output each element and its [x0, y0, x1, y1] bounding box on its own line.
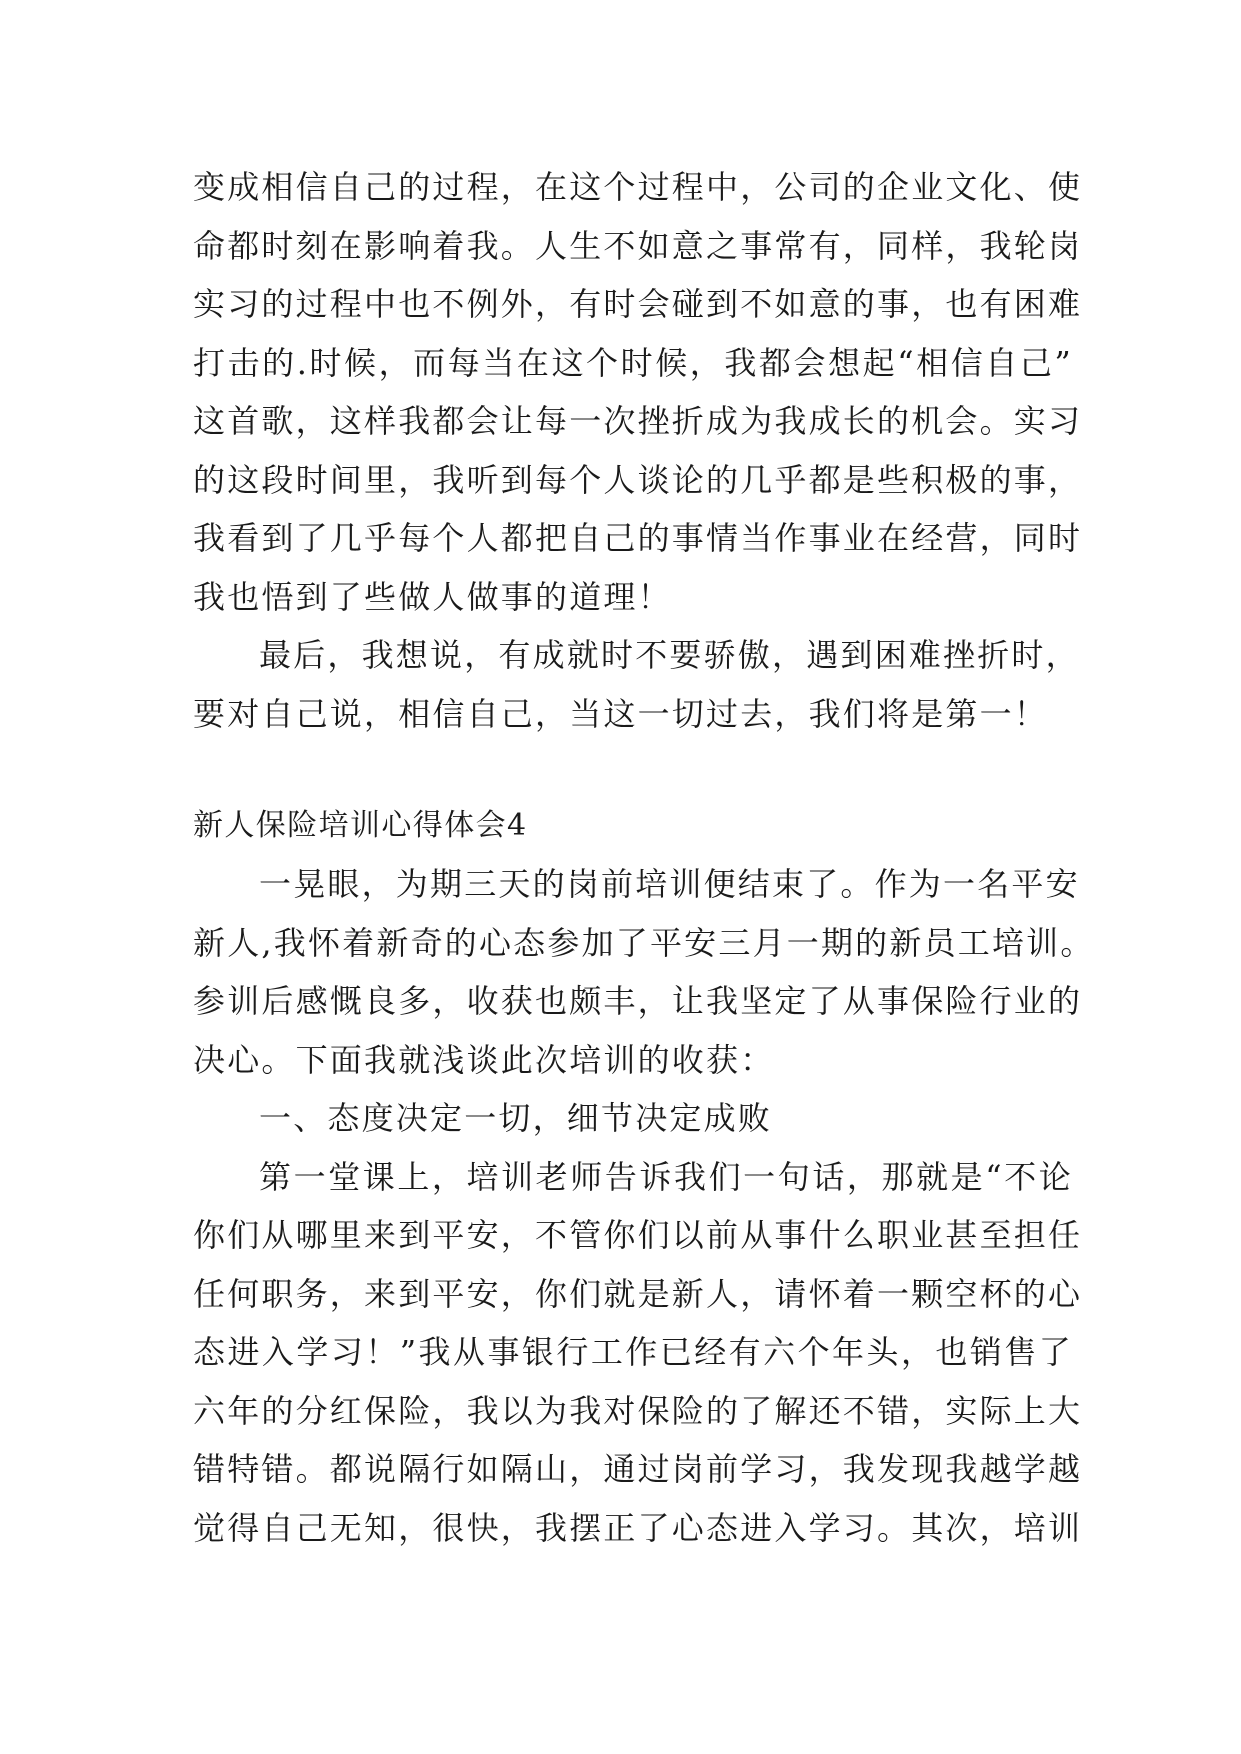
subheading: 一、态度决定一切，细节决定成败: [259, 1099, 773, 1137]
text-line: 决心。下面我就浅谈此次培训的收获：: [193, 1040, 775, 1079]
paragraph-4: [193, 1148, 1083, 1558]
text-line: 错特错。都说隔行如隔山，通过岗前学习，我发现我越学越: [193, 1450, 1083, 1488]
text-line: 要对自己说，相信自己，当这一切过去，我们将是第一！: [193, 694, 1049, 733]
text-line: 第一堂课上，培训老师告诉我们一句话，那就是“不论: [259, 1157, 1073, 1196]
text-line: 新人,我怀着新奇的心态参加了平安三月一期的新员工培训。: [193, 923, 1095, 962]
document-page: [193, 158, 1095, 1557]
text-line: 实习的过程中也不例外，有时会碰到不如意的事，也有困难: [193, 285, 1083, 323]
text-line: 的这段时间里，我听到每个人谈论的几乎都是些积极的事，: [193, 460, 1083, 499]
paragraph-2: [193, 626, 1080, 743]
text-line: 一晃眼，为期三天的岗前培训便结束了。作为一名平安: [259, 865, 1080, 903]
text-line: 我看到了几乎每个人都把自己的事情当作事业在经营，同时: [193, 519, 1083, 557]
paragraph-3: [193, 855, 1095, 1089]
text-line: 命都时刻在影响着我。人生不如意之事常有，同样，我轮岗: [193, 226, 1083, 265]
text-line: 这首歌，这样我都会让每一次挫折成为我成长的机会。实习: [193, 402, 1083, 440]
text-line: 态进入学习！”我从事银行工作已经有六个年头，也销售了: [193, 1333, 1073, 1371]
text-line: 变成相信自己的过程，在这个过程中，公司的企业文化、使: [193, 168, 1083, 206]
paragraph-1: [193, 158, 1083, 626]
text-line: 六年的分红保险，我以为我对保险的了解还不错，实际上大: [193, 1391, 1083, 1430]
text-line: 打击的.时候，而每当在这个时候，我都会想起“相信自己”: [193, 343, 1073, 382]
text-line: 我也悟到了些做人做事的道理！: [193, 577, 672, 616]
section-heading: 新人保险培训心得体会4: [193, 808, 528, 843]
text-line: 觉得自己无知，很快，我摆正了心态进入学习。其次，培训: [193, 1508, 1083, 1547]
text-line: 任何职务，来到平安，你们就是新人，请怀着一颗空杯的心: [193, 1274, 1083, 1313]
text-line: 你们从哪里来到平安，不管你们以前从事什么职业甚至担任: [193, 1216, 1083, 1254]
text-line: 参训后感慨良多，收获也颇丰，让我坚定了从事保险行业的: [193, 982, 1083, 1020]
text-line: 最后，我想说，有成就时不要骄傲，遇到困难挫折时，: [259, 636, 1080, 674]
